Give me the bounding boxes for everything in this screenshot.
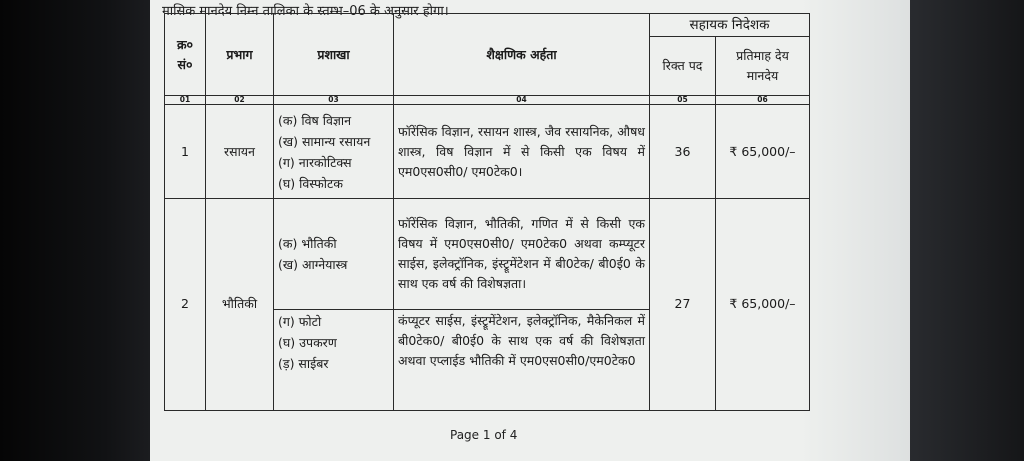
branch-cell <box>274 198 394 310</box>
branch-cell <box>274 310 394 411</box>
branch-item: (ग) फोटो <box>278 314 322 330</box>
header-assistant-director: सहायक निदेशक <box>650 14 810 37</box>
division-cell: रसायन <box>206 105 274 198</box>
column-number: 04 <box>394 96 650 105</box>
honorarium-table <box>164 13 810 411</box>
branch-item: (ग) नारकोटिक्स <box>278 154 352 170</box>
table-row <box>165 198 810 310</box>
header-qualification: शैक्षणिक अर्हता <box>394 14 650 96</box>
column-number: 02 <box>206 96 274 105</box>
column-number: 03 <box>274 96 394 105</box>
header-honorarium: प्रतिमाह देय मानदेय <box>716 37 810 96</box>
branch-item: (घ) उपकरण <box>278 335 337 351</box>
qualification-cell: फॉरेंसिक विज्ञान, रसायन शास्त्र, जैव रसायनिक, औषध शास्त्र, विष विज्ञान में से किसी एक विषय में एम0एस0सी0/ एम0टेक0। <box>394 105 650 198</box>
qualification-cell: कंप्यूटर साईस, इंस्ट्रूमेंटेशन, इलेक्ट्रॉनिक, मैकेनिकल में बी0टेक0/ बी0ई0 के साथ एक वर्ष की विशेषज्ञता अथवा एप्लाईड भौतिकी में एम0एस0सी0/एम0टेक0 <box>394 310 650 411</box>
branch-item: (क) विष विज्ञान <box>278 112 352 128</box>
division-cell: भौतिकी <box>206 198 274 410</box>
monitor-bezel-left <box>0 0 150 461</box>
vacancies-cell: 27 <box>650 198 716 410</box>
vacancies-cell: 36 <box>650 105 716 198</box>
header-branch: प्रशाखा <box>274 14 394 96</box>
column-number: 05 <box>650 96 716 105</box>
branch-item: (क) भौतिकी <box>278 236 337 252</box>
table-row <box>165 105 810 198</box>
column-number: 01 <box>165 96 206 105</box>
branch-item: (ड़) साईबर <box>278 356 329 372</box>
document-page <box>150 0 910 461</box>
branch-item: (ख) सामान्य रसायन <box>278 133 371 149</box>
header-vacancies: रिक्त पद <box>650 37 716 96</box>
page-shadow <box>800 0 910 461</box>
honorarium-cell: ₹ 65,000/– <box>716 105 810 198</box>
branch-item: (ख) आग्नेयास्त्र <box>278 257 348 273</box>
page-number: Page 1 of 4 <box>450 428 518 442</box>
monitor-bezel-right <box>904 0 1024 461</box>
intro-text: मासिक मानदेय निम्न तालिका के स्तम्भ–06 के अनुसार होगा। <box>162 4 449 19</box>
header-serial: क्र० सं० <box>165 14 206 96</box>
header-division: प्रभाग <box>206 14 274 96</box>
serial-cell: 2 <box>165 198 206 410</box>
branch-item: (घ) विस्फोटक <box>278 175 343 191</box>
serial-cell: 1 <box>165 105 206 198</box>
branch-cell <box>274 105 394 198</box>
honorarium-cell: ₹ 65,000/– <box>716 198 810 410</box>
column-number: 06 <box>716 96 810 105</box>
qualification-cell: फॉरेंसिक विज्ञान, भौतिकी, गणित में से किसी एक विषय में एम0एस0सी0/ एम0टेक0 अथवा कम्प्यूटर साईस, इलेक्ट्रॉनिक, इंस्ट्रूमेंटेशन में बी0टेक/ बी0ई0 के साथ एक वर्ष की विशेषज्ञता। <box>394 198 650 310</box>
